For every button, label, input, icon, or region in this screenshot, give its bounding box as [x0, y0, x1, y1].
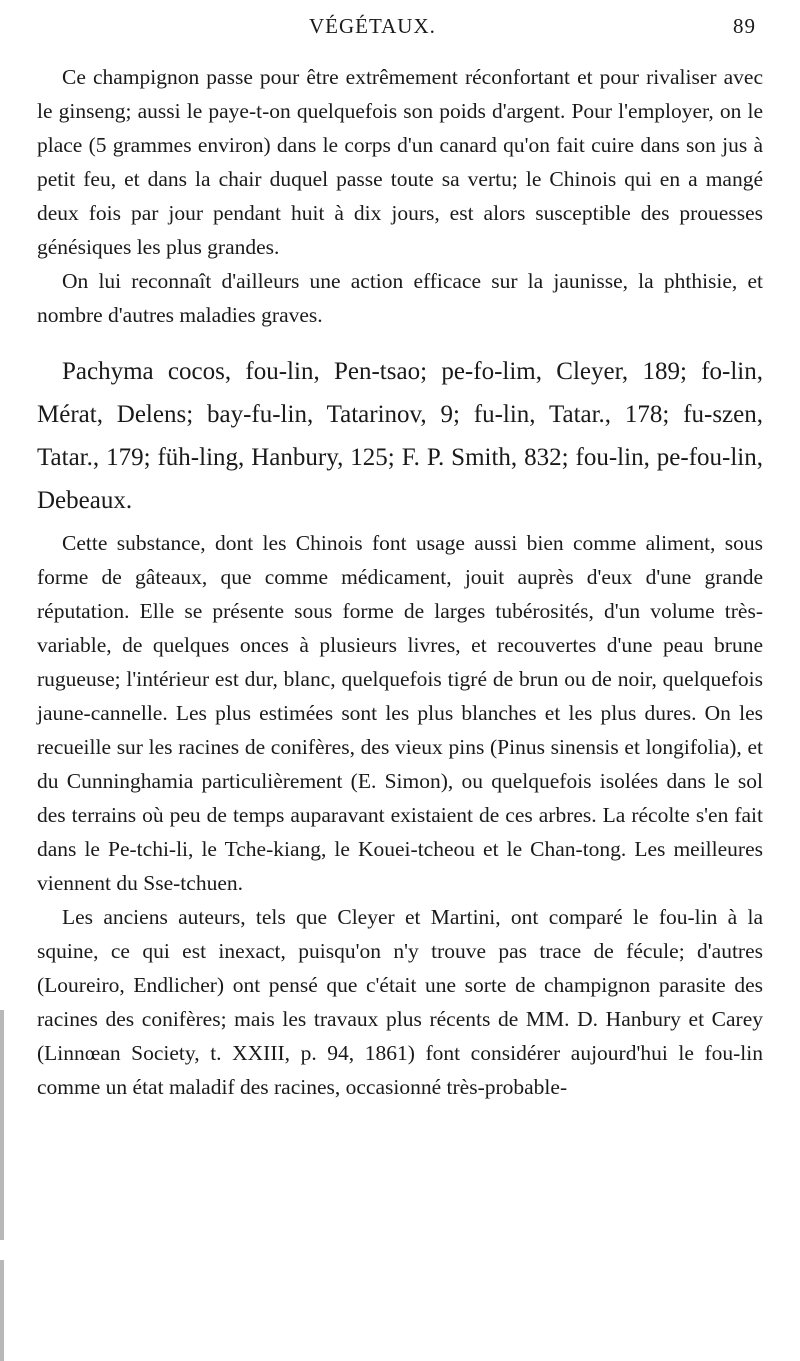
running-head [0, 14, 800, 44]
body-text [37, 60, 763, 1104]
paragraph-pachyma-entry: Pachyma cocos, fou-lin, Pen-tsao; pe-fo-lim, Cleyer, 189; fo-lin, Mérat, Delens; bay-fu-lin, Tatarinov, 9; fu-lin, Tatar., 178; fu-szen, Tatar., 179; füh-ling, Hanbury, 125; F. P. Smith, 832; fou-lin, pe-fou-lin, Debeaux. [37, 358, 763, 514]
paragraph-medical-uses: On lui reconnaît d'ailleurs une action efficace sur la jaunisse, la phthisie, et nombre d'autres maladies graves. [37, 269, 763, 327]
running-title: VÉGÉTAUX. [309, 14, 436, 38]
page-edge-shadow-lower [0, 1260, 4, 1361]
paragraph-ginseng-comparison: Ce champignon passe pour être extrêmement réconfortant et pour rivaliser avec le ginseng; aussi le paye-t-on quelquefois son poids d'argent. Pour l'employer, on le place (5 grammes environ) dans le corps d'un canard qu'on fait cuire dans son jus à petit feu, et dans la chair duquel passe toute sa vertu; le Chinois qui en a mangé deux fois par jour pendant huit à dix jours, est alors susceptible des prouesses génésiques les plus grandes. [37, 65, 763, 259]
page-number: 89 [733, 14, 756, 38]
page-edge-shadow [0, 1010, 4, 1240]
paragraph-ancient-authors: Les anciens auteurs, tels que Cleyer et Martini, ont comparé le fou-lin à la squine, ce qui est inexact, puisqu'on n'y trouve pas trace de fécule; d'autres (Loureiro, Endlicher) ont pensé que c'était une sorte de champignon parasite des racines des conifères; mais les travaux plus récents de MM. D. Hanbury et Carey (Linnœan Society, t. XXIII, p. 94, 1861) font considérer aujourd'hui le fou-lin comme un état maladif des racines, occasionné très-probable- [37, 905, 763, 1099]
paragraph-substance-description: Cette substance, dont les Chinois font usage aussi bien comme aliment, sous forme de gâteaux, que comme médicament, jouit auprès d'eux d'une grande réputation. Elle se présente sous forme de larges tubérosités, d'un volume très-variable, de quelques onces à plusieurs livres, et recouvertes d'une peau brune rugueuse; l'intérieur est dur, blanc, quelquefois tigré de brun ou de noir, quelquefois jaune-cannelle. Les plus estimées sont les plus blanches et les plus dures. On les recueille sur les racines de conifères, des vieux pins (Pinus sinensis et longifolia), et du Cunninghamia particulièrement (E. Simon), ou quelquefois isolées dans le sol des terrains où peu de temps auparavant existaient de ces arbres. La récolte s'en fait dans le Pe-tchi-li, le Tche-kiang, le Kouei-tcheou et le Chan-tong. Les meilleures viennent du Sse-tchuen. [37, 531, 763, 895]
